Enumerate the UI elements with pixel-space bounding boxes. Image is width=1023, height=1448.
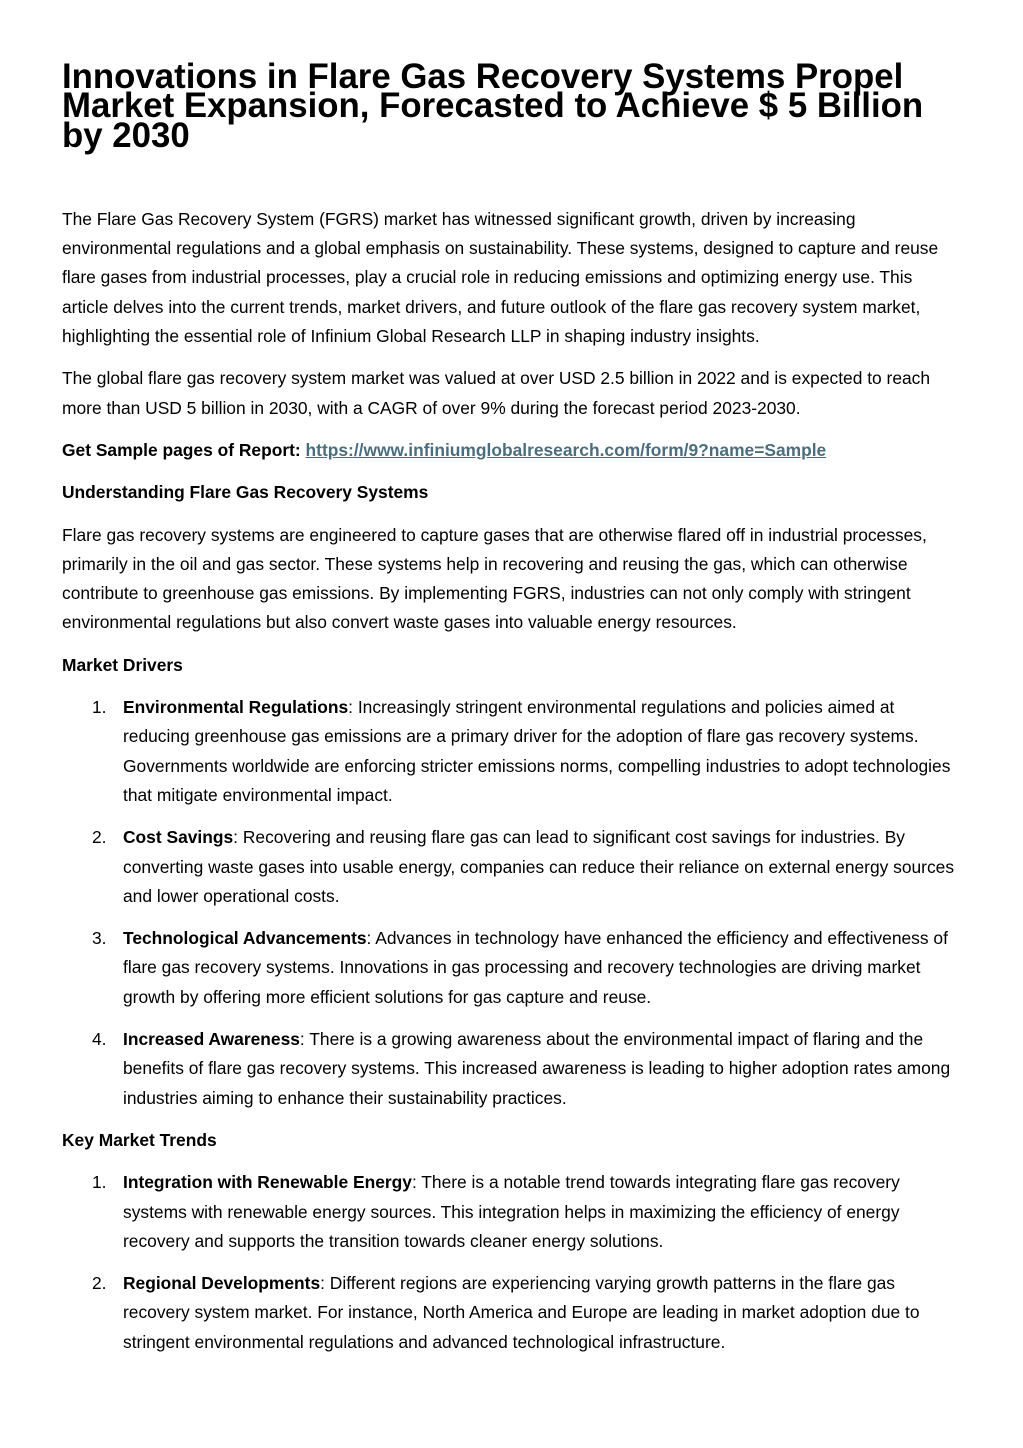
list-term: Regional Developments — [123, 1273, 321, 1294]
list-item — [62, 924, 960, 1012]
sample-label: Get Sample pages of Report: — [62, 439, 301, 460]
list-number: 2. — [92, 827, 107, 848]
list-term: Environmental Regulations — [123, 697, 349, 718]
market-drivers-heading: Market Drivers — [62, 654, 183, 675]
list-text: : Increasingly stringent environmental regulations and policies aimed at reducing greenhouse gas emissions are a primary driver for the adoption of flare gas recovery systems. Governments worldwide are enforcing stricter emissions norms, compelling industries to adopt technologies that mitigate environmental impact. — [123, 697, 951, 805]
list-item — [62, 1168, 960, 1256]
list-item — [62, 1025, 960, 1113]
list-term: Increased Awareness — [123, 1029, 300, 1050]
list-item — [62, 693, 960, 810]
market-value-paragraph: The global flare gas recovery system market was valued at over USD 2.5 billion in 2022 and is expected to reach more than USD 5 billion in 2030, with a CAGR of over 9% during the forecast period 2023-2030. — [62, 368, 931, 418]
understanding-paragraph: Flare gas recovery systems are engineered to capture gases that are otherwise flared off in industrial processes, primarily in the oil and gas sector. These systems help in recovering and reusing the gas, which can otherwise contribute to greenhouse gas emissions. By implementing FGRS, industries can not only comply with stringent environmental regulations but also convert waste gases into valuable energy resources. — [62, 524, 927, 633]
spacer — [62, 150, 960, 205]
understanding-heading: Understanding Flare Gas Recovery Systems — [62, 482, 429, 503]
market-drivers-list — [62, 693, 960, 1113]
list-number: 1. — [92, 697, 107, 718]
list-term: Integration with Renewable Energy — [123, 1172, 412, 1193]
list-number: 1. — [92, 1172, 107, 1193]
sample-report-link[interactable]: https://www.infiniumglobalresearch.com/form/9?name=Sample — [305, 439, 827, 460]
key-trends-list — [62, 1168, 960, 1357]
document-page — [62, 57, 960, 1370]
list-text: : Advances in technology have enhanced the efficiency and effectiveness of flare gas recovery systems. Innovations in gas processing and recovery technologies are driving market growth by offering more efficient solutions for gas capture and reuse. — [123, 928, 948, 1007]
list-item — [62, 823, 960, 911]
list-term: Cost Savings — [123, 827, 234, 848]
key-trends-heading: Key Market Trends — [62, 1129, 217, 1150]
list-number: 4. — [92, 1029, 107, 1050]
intro-paragraph: The Flare Gas Recovery System (FGRS) market has witnessed significant growth, driven by increasing environmental regulations and a global emphasis on sustainability. These systems, designed to capture and reuse flare gases from industrial processes, play a crucial role in reducing emissions and optimizing energy use. This article delves into the current trends, market drivers, and future outlook of the flare gas recovery system market, highlighting the essential role of Infinium Global Research LLP in shaping industry insights. — [62, 208, 939, 347]
list-text: : Different regions are experiencing varying growth patterns in the flare gas recovery system market. For instance, North America and Europe are leading in market adoption due to stringent environmental regulations and advanced technological infrastructure. — [123, 1273, 920, 1352]
list-item — [62, 1269, 960, 1357]
list-text: : Recovering and reusing flare gas can lead to significant cost savings for industries. By converting waste gases into usable energy, companies can reduce their reliance on external energy sources and lower operational costs. — [123, 827, 955, 906]
sample-line — [62, 436, 960, 465]
list-text: : There is a notable trend towards integrating flare gas recovery systems with renewable energy sources. This integration helps in maximizing the efficiency of energy recovery and supports the transition towards cleaner energy solutions. — [123, 1172, 900, 1251]
list-term: Technological Advancements — [123, 928, 367, 949]
list-text: : There is a growing awareness about the environmental impact of flaring and the benefits of flare gas recovery systems. This increased awareness is leading to higher adoption rates among industries aiming to enhance their sustainability practices. — [123, 1029, 951, 1108]
document-title: Innovations in Flare Gas Recovery Systems Propel Market Expansion, Forecasted to Achieve $ 5 Billion by 2030 — [62, 57, 924, 155]
list-number: 3. — [92, 928, 107, 949]
list-number: 2. — [92, 1273, 107, 1294]
